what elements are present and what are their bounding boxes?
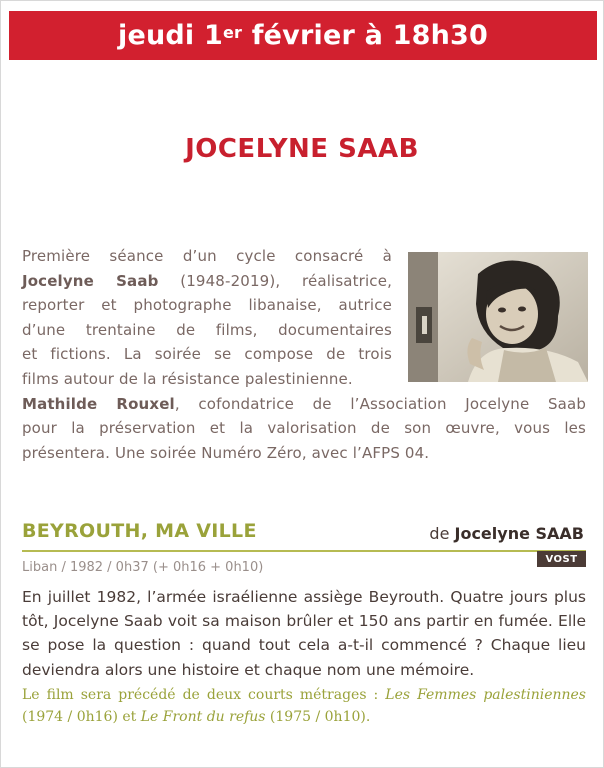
page-title: JOCELYNE SAAB [185,134,419,164]
date-banner: jeudi 1 $^{er}$ février à 18h30 [9,11,597,60]
intro-paragraph [22,244,586,465]
intro-line: films autour de la résistance palestinienne. [22,369,353,388]
intro-line: Jocelyne Saab (1948-2019), réalisatrice, [22,271,392,290]
synopsis-line: deviendra alors une histoire et chaque nom une mémoire. [22,660,475,679]
film-director: de Jocelyne SAAB [429,524,584,543]
intro-line: pour la préservation et la valorisation de son œuvre, vous les [22,419,586,438]
intro-line: Première séance d’un cycle consacré à [22,247,392,265]
short-films-note [22,684,586,728]
intro-line: présentera. Une soirée Numéro Zéro, avec l’AFPS 04. [22,443,430,462]
date-prefix: jeudi 1 [118,20,223,51]
intro-line: et fictions. La soirée se compose de trois [22,345,392,364]
note-line: Le film sera précédé de deux courts métrages : Les Femmes palestiniennes [22,687,586,703]
intro-line: d’une trentaine de films, documentaires [22,320,392,339]
film-meta: Liban / 1982 / 0h37 (+ 0h16 + 0h10) [22,560,264,575]
film-synopsis [22,585,586,682]
date-suffix: février à 18h30 [242,20,488,51]
film-director-name: Jocelyne SAAB [454,524,584,543]
synopsis-line: se pose la question : quand tout cela a-t-il commencé ? Chaque lieu [22,636,586,655]
presenter-name-highlight: Mathilde Rouxel [22,394,175,413]
short-film-title: Les Femmes palestiniennes [385,687,586,703]
intro-line: Mathilde Rouxel, cofondatrice de l’Association Jocelyne Saab [22,394,587,413]
synopsis-line: tôt, Jocelyne Saab voit sa maison brûler et 150 ans partir en fumée. Elle [22,612,586,631]
vost-badge: VOST [537,551,586,567]
short-film-title: Le Front du refus [140,709,266,725]
synopsis-line: En juillet 1982, l’armée israélienne assiège Beyrouth. Quatre jours plus [22,588,586,606]
director-name-highlight: Jocelyne Saab [22,271,159,290]
note-line: (1974 / 0h16) et Le Front du refus (1975 / 0h10). [22,709,371,725]
intro-line: reporter et photographe libanaise, autrice [22,296,392,315]
film-divider [22,550,586,552]
film-title: BEYROUTH, MA VILLE [22,520,257,542]
